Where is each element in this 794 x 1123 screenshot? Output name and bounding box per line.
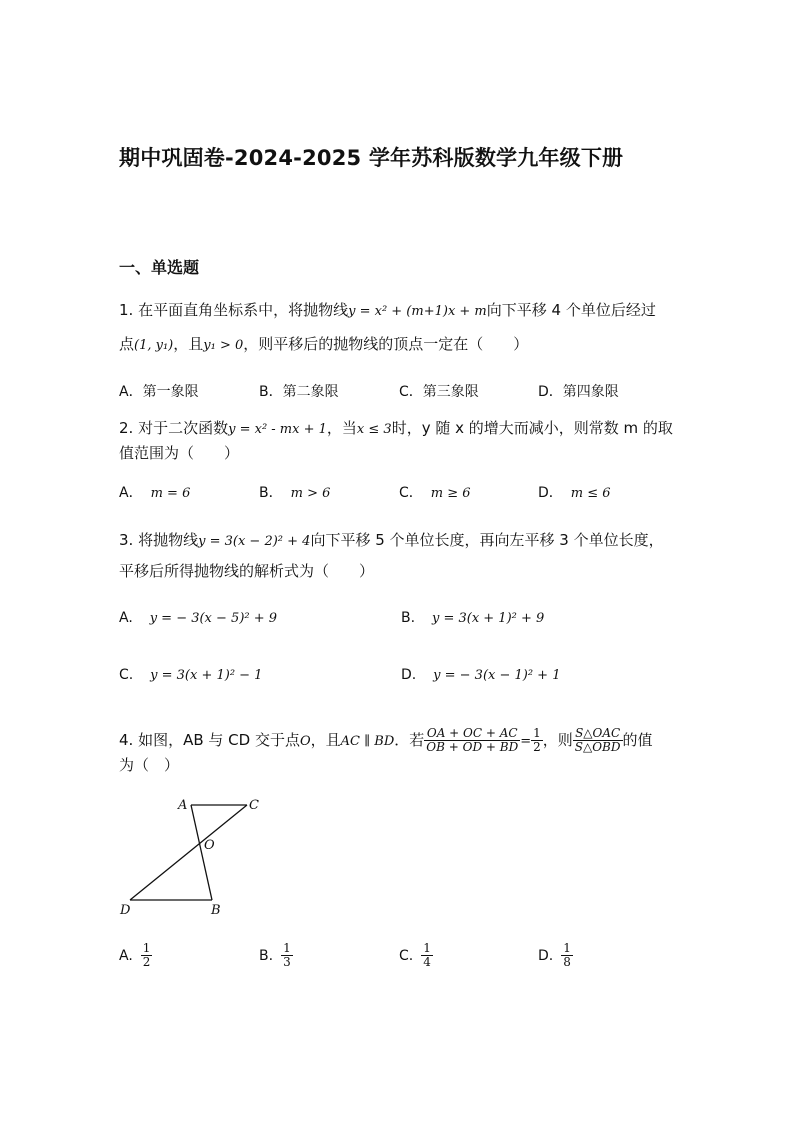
question-text: 在平面直角坐标系中，将抛物线 bbox=[138, 301, 349, 319]
question-3-line-2: 平移后所得抛物线的解析式为（ ） bbox=[119, 562, 375, 580]
label-b: B bbox=[211, 903, 221, 918]
question-text: 向下平移 5 个单位长度，再向左平移 3 个单位长度， bbox=[310, 531, 664, 549]
equation: y = x² + (m+1)x + m bbox=[348, 304, 487, 319]
equation: y = 3(x − 2)² + 4 bbox=[198, 534, 311, 549]
question-text: ，则平移后的抛物线的顶点一定在（ ） bbox=[243, 335, 529, 353]
label-o: O bbox=[204, 838, 215, 853]
question-4-line-2: 为（ ） bbox=[119, 756, 180, 774]
section-heading: 一、单选题 bbox=[119, 258, 200, 277]
parallel-expression: AC ∥ BD bbox=[340, 734, 395, 749]
label-a: A bbox=[178, 798, 188, 813]
question-text: 的值 bbox=[622, 731, 653, 749]
question-2-line-2: 值范围为（ ） bbox=[119, 444, 240, 462]
option-a: A. y = − 3(x − 5)² + 9 bbox=[119, 610, 278, 626]
question-4-line-1: 4. 如图，AB 与 CD 交于点O，且AC ∥ BD．若 $\frac{OA + OC + AC}{OB + OD + BD}$ = $\frac{1}{2}$ ，则 $\frac{\text{S△OAC}}{\text{S△OBD}}$ 的值 bbox=[119, 726, 653, 754]
area-ratio-fraction: $\frac{\text{S△OAC}}{\text{S△OBD}}$ bbox=[574, 726, 621, 754]
equation: y = x² - mx + 1 bbox=[228, 422, 327, 437]
option-b: B．第二象限 bbox=[259, 384, 339, 400]
option-d: D. y = − 3(x − 1)² + 1 bbox=[401, 667, 561, 683]
option-d: D．第四象限 bbox=[538, 384, 619, 400]
option-c: C. $\frac{1}{4}$ bbox=[399, 941, 431, 969]
question-text: 时，y 随 x 的增大而减小，则常数 m 的取 bbox=[391, 419, 673, 437]
option-b: B． m > 6 bbox=[259, 485, 331, 501]
condition-expression: y₁ > 0 bbox=[203, 338, 244, 353]
point-expression: (1, y₁) bbox=[134, 338, 174, 353]
question-number: 3. bbox=[119, 531, 134, 549]
option-a: A．第一象限 bbox=[119, 384, 199, 400]
question-number: 2. bbox=[119, 419, 134, 437]
question-text: ．若 bbox=[394, 731, 425, 749]
option-c: C. y = 3(x + 1)² − 1 bbox=[119, 667, 263, 683]
condition-expression: x ≤ 3 bbox=[356, 422, 392, 437]
question-text: 点 bbox=[119, 335, 135, 353]
question-text: ，则 bbox=[542, 731, 573, 749]
option-b: B. y = 3(x + 1)² + 9 bbox=[401, 610, 545, 626]
label-c: C bbox=[249, 798, 259, 813]
question-text: ，当 bbox=[326, 419, 357, 437]
page-title: 期中巩固卷-2024-2025 学年苏科版数学九年级下册 bbox=[119, 146, 624, 170]
question-text: 将抛物线 bbox=[138, 531, 199, 549]
question-text: ，且 bbox=[310, 731, 341, 749]
question-text: 向下平移 4 个单位后经过 bbox=[486, 301, 656, 319]
question-text: 对于二次函数 bbox=[138, 419, 229, 437]
ratio-value: $\frac{1}{2}$ bbox=[533, 726, 541, 754]
question-1-line-1 bbox=[119, 294, 656, 328]
option-b: B. $\frac{1}{3}$ bbox=[259, 941, 291, 969]
option-c: C．第三象限 bbox=[399, 384, 479, 400]
question-text: ，且 bbox=[173, 335, 204, 353]
question-text: 如图，AB 与 CD 交于点 bbox=[138, 731, 300, 749]
option-d: D． m ≤ 6 bbox=[538, 485, 611, 501]
option-c: C． m ≥ 6 bbox=[399, 485, 471, 501]
geometry-figure bbox=[112, 790, 272, 920]
question-1-line-2 bbox=[119, 328, 528, 362]
question-number: 1. bbox=[119, 301, 134, 319]
label-d: D bbox=[120, 903, 131, 918]
option-a: A. $\frac{1}{2}$ bbox=[119, 941, 151, 969]
option-a: A． m = 6 bbox=[119, 485, 191, 501]
point-o: O bbox=[299, 734, 311, 749]
ratio-fraction: $\frac{OA + OC + AC}{OB + OD + BD}$ bbox=[426, 726, 519, 754]
question-number: 4. bbox=[119, 731, 134, 749]
segment-cd bbox=[130, 805, 247, 900]
question-3-line-1 bbox=[119, 524, 664, 558]
option-d: D. $\frac{1}{8}$ bbox=[538, 941, 571, 969]
